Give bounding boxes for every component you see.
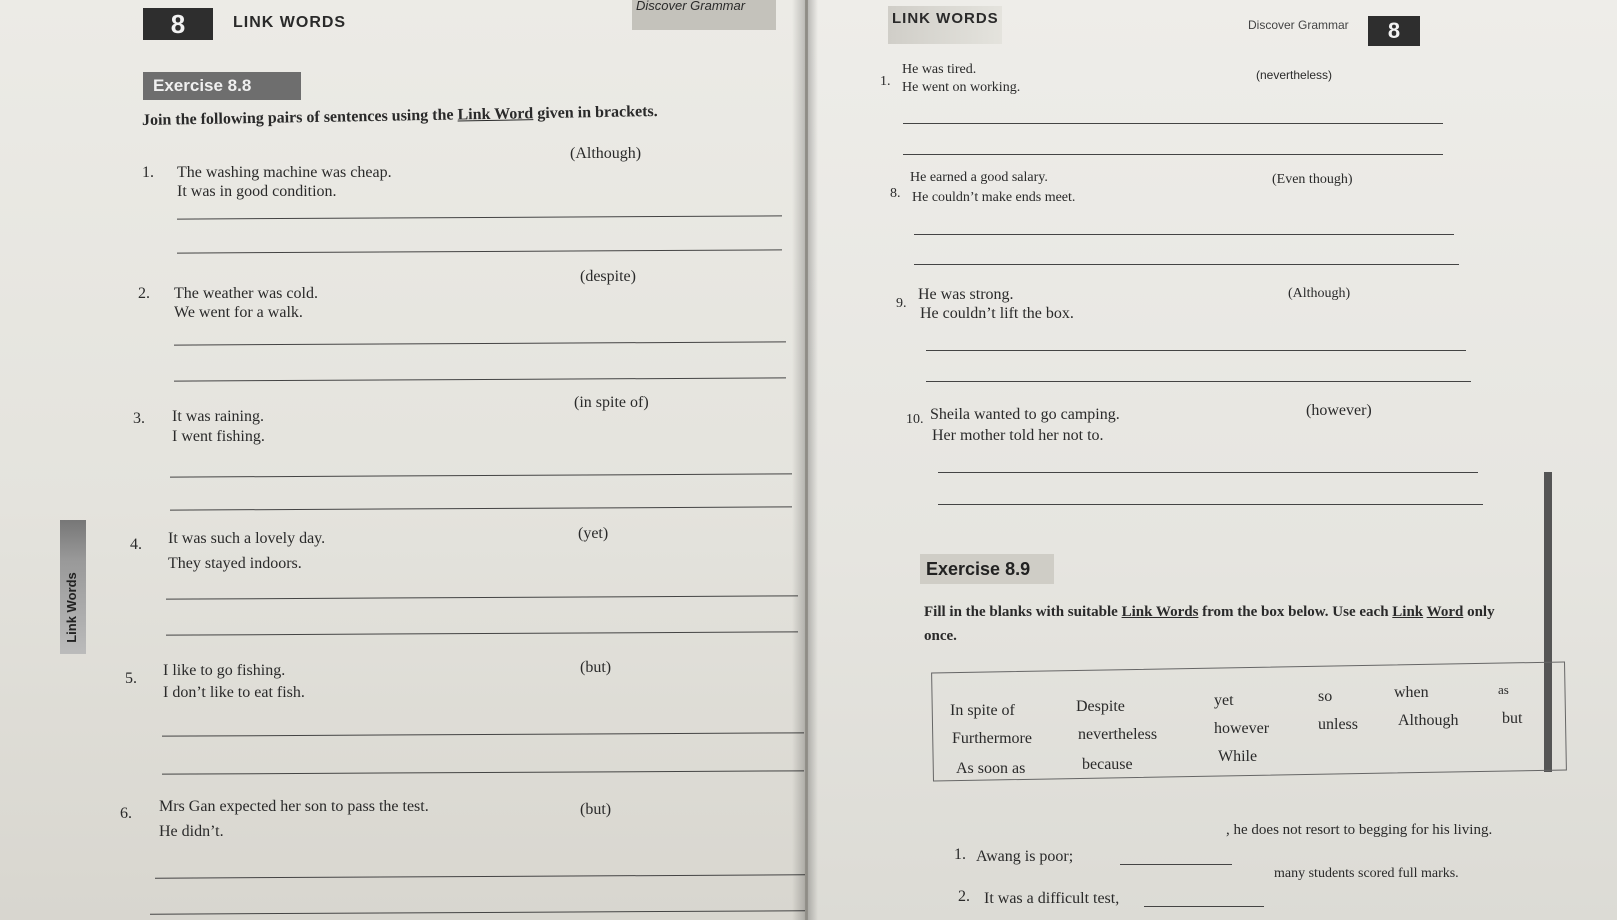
item-5-sentence-2: I don’t like to eat fish. bbox=[163, 684, 305, 701]
word-box-item: because bbox=[1082, 756, 1133, 773]
fill-1-blank[interactable] bbox=[1120, 864, 1232, 865]
answer-line[interactable] bbox=[926, 350, 1466, 351]
instruction-link-word: Link Word bbox=[457, 105, 534, 124]
answer-line[interactable] bbox=[166, 631, 798, 636]
chapter-number-box: 8 bbox=[143, 8, 213, 40]
word-box-item: so bbox=[1318, 688, 1333, 705]
answer-line[interactable] bbox=[162, 770, 804, 775]
item-6-sentence-1: Mrs Gan expected her son to pass the test. bbox=[159, 798, 429, 815]
item-1-hint: (Although) bbox=[570, 145, 642, 162]
item-8-sentence-1: He earned a good salary. bbox=[910, 170, 1048, 185]
item-2-number: 2. bbox=[138, 285, 150, 302]
word-box-item: As soon as bbox=[956, 760, 1026, 777]
item-1-sentence-2: It was in good condition. bbox=[177, 183, 337, 200]
left-page bbox=[0, 0, 805, 920]
right-page bbox=[808, 0, 1617, 920]
answer-line[interactable] bbox=[903, 123, 1443, 124]
word-box-item: when bbox=[1394, 684, 1429, 701]
item-7-number: 1. bbox=[880, 74, 891, 89]
side-tab-label: Link Words bbox=[63, 572, 79, 643]
instruction-9-link-words: Link Words bbox=[1121, 604, 1199, 620]
word-box-item: Despite bbox=[1076, 698, 1125, 715]
item-7-hint: (nevertheless) bbox=[1256, 68, 1333, 82]
right-chapter-title: LINK WORDS bbox=[888, 6, 1002, 44]
fill-2-blank[interactable] bbox=[1144, 906, 1264, 907]
book-gutter bbox=[792, 0, 818, 920]
running-head: Discover Grammar bbox=[632, 0, 776, 30]
chapter-title: LINK WORDS bbox=[233, 14, 347, 31]
item-8-sentence-2: He couldn’t make ends meet. bbox=[912, 190, 1076, 205]
answer-line[interactable] bbox=[177, 215, 782, 219]
instruction-9-mid: from the box below. Use each bbox=[1198, 604, 1393, 620]
item-8-number: 8. bbox=[890, 186, 901, 201]
answer-line[interactable] bbox=[174, 341, 786, 346]
fill-1-number: 1. bbox=[954, 846, 966, 863]
fill-2-number: 2. bbox=[958, 888, 970, 905]
fill-2-pre: It was a difficult test, bbox=[984, 890, 1120, 907]
item-4-sentence-2: They stayed indoors. bbox=[168, 555, 302, 572]
word-box-item: Furthermore bbox=[952, 730, 1032, 747]
item-3-number: 3. bbox=[133, 410, 145, 427]
right-running-head: Discover Grammar bbox=[1248, 18, 1349, 32]
item-3-sentence-1: It was raining. bbox=[172, 408, 264, 425]
answer-line[interactable] bbox=[162, 732, 804, 737]
word-box-item: nevertheless bbox=[1078, 726, 1158, 743]
item-9-sentence-1: He was strong. bbox=[918, 286, 1014, 303]
word-box-item: In spite of bbox=[950, 702, 1015, 719]
exercise-label: Exercise 8.8 bbox=[143, 72, 301, 100]
item-6-sentence-2: He didn’t. bbox=[159, 823, 224, 840]
instruction-9-post: only once. bbox=[924, 604, 1495, 644]
fill-1-post: , he does not resort to begging for his living. bbox=[1226, 822, 1493, 838]
item-4-hint: (yet) bbox=[578, 525, 609, 542]
answer-line[interactable] bbox=[938, 472, 1478, 473]
answer-line[interactable] bbox=[174, 377, 786, 382]
answer-line[interactable] bbox=[170, 506, 792, 511]
item-2-sentence-1: The weather was cold. bbox=[174, 285, 318, 302]
exercise-9-label: Exercise 8.9 bbox=[920, 554, 1054, 584]
answer-line[interactable] bbox=[150, 910, 805, 915]
instruction-post: given in brackets. bbox=[533, 102, 658, 123]
item-7-sentence-1: He was tired. bbox=[902, 62, 977, 77]
word-box-item: but bbox=[1502, 710, 1523, 727]
answer-line[interactable] bbox=[914, 234, 1454, 235]
instruction-9-word: Word bbox=[1426, 604, 1464, 620]
answer-line[interactable] bbox=[903, 154, 1443, 155]
instruction-pre: Join the following pairs of sentences using the bbox=[141, 106, 458, 129]
item-7-sentence-2: He went on working. bbox=[902, 80, 1021, 95]
word-box-item: yet bbox=[1214, 692, 1234, 709]
item-3-sentence-2: I went fishing. bbox=[172, 428, 265, 445]
item-10-sentence-1: Sheila wanted to go camping. bbox=[930, 406, 1120, 423]
answer-line[interactable] bbox=[938, 504, 1483, 505]
item-2-sentence-2: We went for a walk. bbox=[174, 304, 303, 321]
item-1-number: 1. bbox=[142, 164, 154, 181]
word-box-item: however bbox=[1214, 720, 1270, 737]
word-box-item: unless bbox=[1318, 716, 1358, 733]
item-5-sentence-1: I like to go fishing. bbox=[163, 662, 286, 679]
item-3-hint: (in spite of) bbox=[574, 394, 649, 411]
item-5-number: 5. bbox=[125, 670, 137, 687]
instruction bbox=[142, 103, 658, 130]
right-chapter-number-box: 8 bbox=[1368, 16, 1420, 46]
item-6-number: 6. bbox=[120, 805, 132, 822]
item-8-hint: (Even though) bbox=[1272, 172, 1353, 187]
item-2-hint: (despite) bbox=[580, 268, 636, 285]
answer-line[interactable] bbox=[914, 264, 1459, 265]
item-5-hint: (but) bbox=[580, 659, 612, 676]
word-box-item: Although bbox=[1398, 712, 1459, 729]
answer-line[interactable] bbox=[177, 249, 782, 253]
item-1-sentence-1: The washing machine was cheap. bbox=[177, 164, 392, 181]
fill-1-pre: Awang is poor; bbox=[976, 848, 1074, 865]
word-box-item: as bbox=[1498, 682, 1509, 697]
instruction-9-pre: Fill in the blanks with suitable bbox=[924, 604, 1122, 620]
item-9-sentence-2: He couldn’t lift the box. bbox=[920, 305, 1074, 322]
item-6-hint: (but) bbox=[580, 801, 612, 818]
answer-line[interactable] bbox=[155, 874, 805, 879]
answer-line[interactable] bbox=[926, 381, 1471, 382]
fill-2-post: many students scored full marks. bbox=[1274, 866, 1459, 881]
item-10-sentence-2: Her mother told her not to. bbox=[932, 427, 1104, 444]
answer-line[interactable] bbox=[170, 473, 792, 478]
answer-line[interactable] bbox=[166, 595, 798, 600]
instruction-9 bbox=[924, 600, 1504, 648]
word-box-item: While bbox=[1218, 748, 1258, 765]
item-10-hint: (however) bbox=[1306, 402, 1372, 419]
item-10-number: 10. bbox=[906, 412, 924, 427]
item-4-number: 4. bbox=[130, 536, 142, 553]
instruction-9-link: Link bbox=[1392, 604, 1424, 620]
item-9-hint: (Although) bbox=[1288, 286, 1351, 301]
item-9-number: 9. bbox=[896, 296, 907, 311]
item-4-sentence-1: It was such a lovely day. bbox=[168, 530, 326, 547]
